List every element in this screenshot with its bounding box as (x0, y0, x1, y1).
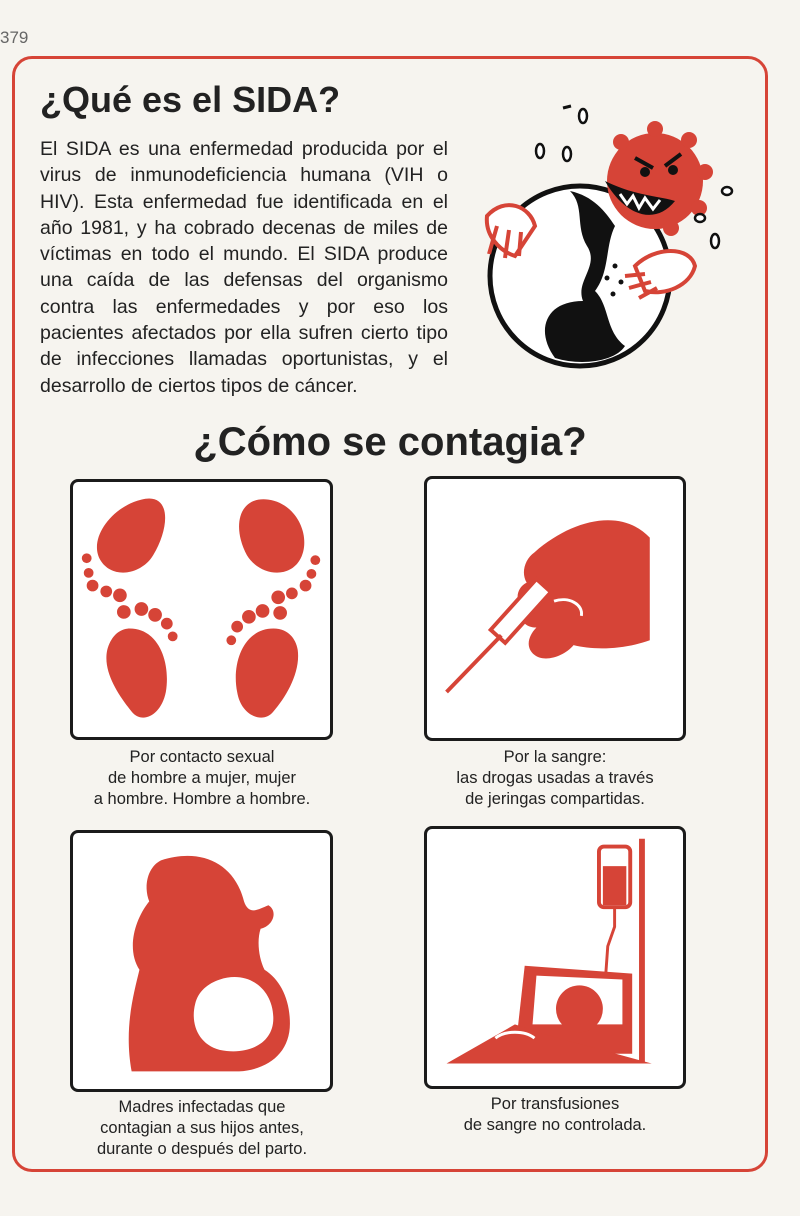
mother-child-icon (73, 833, 330, 1089)
footprints-icon (73, 482, 330, 737)
virus-attacking-globe-icon (475, 96, 750, 376)
panel-mother-to-child (70, 830, 333, 1092)
blood-transfusion-icon (427, 829, 683, 1086)
caption-blood-syringes: Por la sangre: las drogas usadas a través de jeringas compartidas. (456, 748, 654, 808)
panel-blood-transfusion (424, 826, 686, 1089)
syringe-hand-icon (427, 479, 683, 738)
section-title-how-transmitted: ¿Cómo se contagia? (193, 420, 587, 464)
panel-blood-syringes (424, 476, 686, 741)
panel-sexual-contact (70, 479, 333, 740)
caption-blood-transfusion: Por transfusiones de sangre no controlada. (463, 1095, 647, 1134)
intro-paragraph: El SIDA es una enfermedad producida por el virus de inmunodeficiencia humana (VIH o HIV). Esta enfermedad fue identificada en el año 1981, y ha cobrado decenas de miles de víctimas en todo el mundo. El SIDA produce una caída de las defensas del organismo contra las enfermedades y por eso los pacientes afectados por ella sufren cierto tipo de infecciones llamadas oportunistas, y el desarrollo de ciertos tipos de cáncer. (40, 138, 448, 397)
caption-sexual-contact: Por contacto sexual de hombre a mujer, mujer a hombre. Hombre a hombre. (93, 748, 311, 808)
section-title-what-is-aids: ¿Qué es el SIDA? (40, 79, 341, 120)
page-number: 379 (0, 28, 29, 47)
caption-mother-to-child: Madres infectadas que contagian a sus hijos antes, durante o después del parto. (96, 1098, 308, 1158)
